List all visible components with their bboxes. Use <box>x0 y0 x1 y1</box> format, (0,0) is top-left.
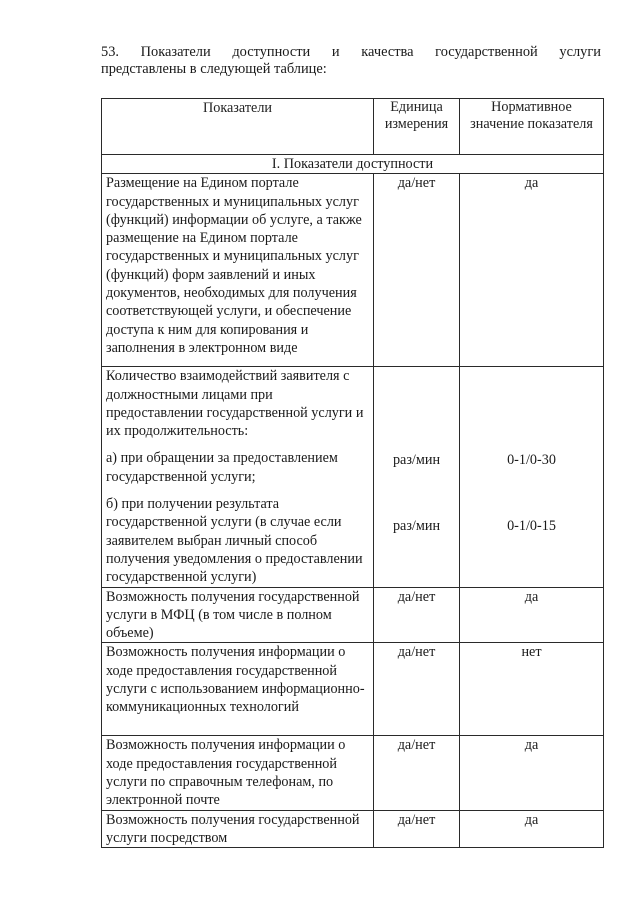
unit-cell: да/нет <box>374 587 460 643</box>
table-header-row <box>102 99 604 155</box>
header-unit: Единица измерения <box>374 99 460 155</box>
table-row <box>102 810 604 848</box>
header-norm: Нормативное значение показателя <box>460 99 604 155</box>
norm-cell: да <box>460 174 604 367</box>
intro-word: Показатели <box>140 44 211 60</box>
intro-word: 53. <box>101 44 119 60</box>
norm-cell: нет <box>460 643 604 736</box>
interactions-intro: Количество взаимодействий заявителя с должностными лицами при предоставлении государственной услуги и их продолжительность: <box>106 368 364 440</box>
unit-b: раз/мин <box>392 517 441 534</box>
indicator-cell <box>102 367 374 587</box>
intro-word: качества <box>361 44 414 60</box>
unit-cell <box>374 367 460 587</box>
unit-cell: да/нет <box>374 174 460 367</box>
unit-cell: да/нет <box>374 643 460 736</box>
header-indicator: Показатели <box>102 99 374 155</box>
section-row <box>102 155 604 174</box>
table-row <box>102 736 604 810</box>
indicators-table <box>101 98 604 848</box>
intro-word: услуги <box>559 44 601 60</box>
norm-b: 0-1/0-15 <box>507 517 556 534</box>
interactions-b: б) при получении результата государственной услуги (в случае если заявителем выбран личный способ получения уведомления о предоставлении государственной услуги) <box>106 496 363 586</box>
table-row <box>102 367 604 587</box>
indicator-cell: Размещение на Едином портале государственных и муниципальных услуг (функций) информации об услуге, а также размещение на Едином портале государственных и муниципальных услуг (функций) форм заявлений и иных документов, необходимых для получения соответствующей услуги, и обеспечение доступа к ним для копирования и заполнения в электронном виде <box>102 174 374 367</box>
table-row <box>102 587 604 643</box>
interactions-a: а) при обращении за предоставлением государственной услуги; <box>106 450 338 485</box>
intro-paragraph <box>101 44 601 78</box>
unit-cell: да/нет <box>374 810 460 848</box>
norm-a: 0-1/0-30 <box>507 452 556 469</box>
table-row <box>102 643 604 736</box>
unit-a: раз/мин <box>392 452 441 469</box>
intro-line-1 <box>101 44 601 61</box>
indicator-cell: Возможность получения информации о ходе предоставления государственной услуги с использованием информационно-коммуникационных технологий <box>102 643 374 736</box>
norm-cell <box>460 367 604 587</box>
intro-line-2: представлены в следующей таблице: <box>101 61 327 77</box>
indicator-cell: Возможность получения информации о ходе предоставления государственной услуги по справочным телефонам, по электронной почте <box>102 736 374 810</box>
norm-cell: да <box>460 810 604 848</box>
indicator-cell: Возможность получения государственной услуги посредством <box>102 810 374 848</box>
unit-cell: да/нет <box>374 736 460 810</box>
norm-cell: да <box>460 587 604 643</box>
intro-word: и <box>331 44 340 60</box>
intro-word: государственной <box>435 44 538 60</box>
table-row <box>102 174 604 367</box>
norm-cell: да <box>460 736 604 810</box>
intro-word: доступности <box>232 44 311 60</box>
section-title: I. Показатели доступности <box>102 155 604 174</box>
indicator-cell: Возможность получения государственной услуги в МФЦ (в том числе в полном объеме) <box>102 587 374 643</box>
